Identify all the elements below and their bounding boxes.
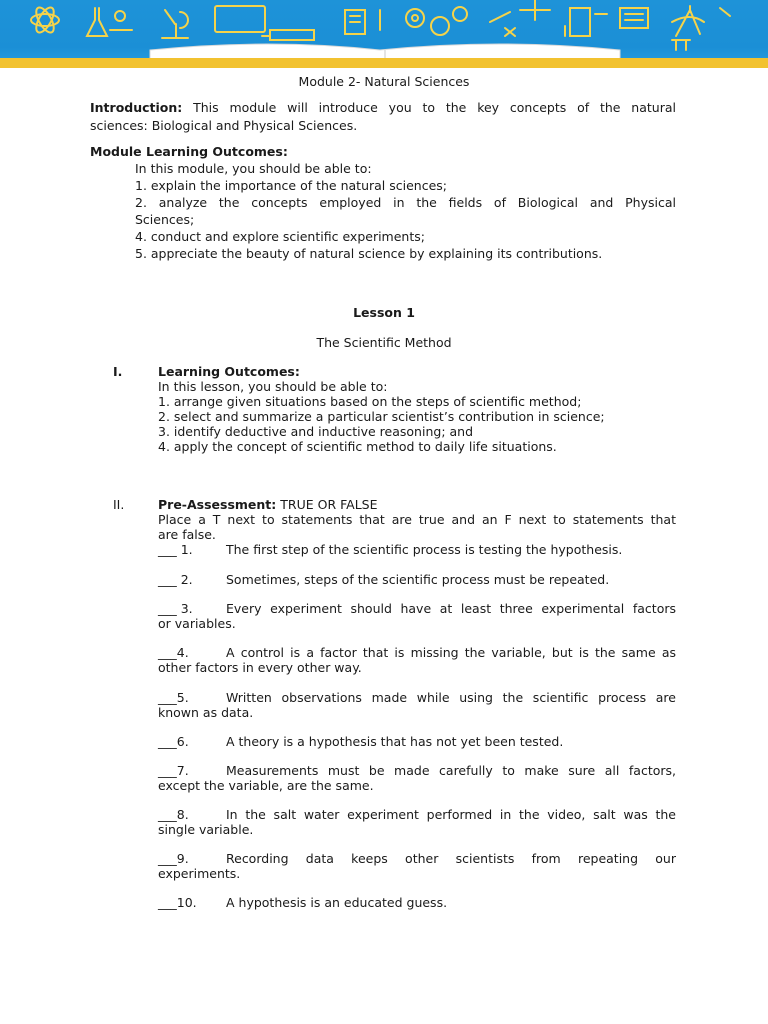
lesson-outcome-1: 1. arrange given situations based on the steps of scientific method; — [158, 394, 582, 409]
answer-blank-1[interactable]: ___ 1. — [158, 542, 193, 557]
question-1-text: The first step of the scientific process is testing the hypothesis. — [226, 542, 623, 557]
compass-icon — [672, 6, 730, 36]
lesson-outcome-3: 3. identify deductive and inductive reasoning; and — [158, 424, 474, 439]
instructions-line-2: are false. — [158, 527, 216, 542]
question-8-text: In the salt water experiment performed in the video, salt was the — [226, 807, 676, 822]
intro-label: Introduction: — [90, 100, 183, 115]
section-1-heading: Learning Outcomes: — [158, 364, 300, 379]
module-outcome-5: 5. appreciate the beauty of natural science by explaining its contributions. — [135, 246, 603, 261]
question-8-text-cont: single variable. — [158, 822, 254, 837]
intro-line-2: sciences: Biological and Physical Sciences. — [90, 118, 358, 133]
lesson-outcome-4: 4. apply the concept of scientific method to daily life situations. — [158, 439, 557, 454]
section-2-heading — [158, 497, 378, 512]
question-9-text-cont: experiments. — [158, 866, 241, 881]
question-7-text: Measurements must be made carefully to make sure all factors, — [226, 763, 676, 778]
question-10-text: A hypothesis is an educated guess. — [226, 895, 448, 910]
flask-icon — [87, 8, 132, 36]
module-outcome-2b: Sciences; — [135, 212, 195, 227]
answer-blank-6[interactable]: ___6. — [158, 734, 189, 749]
calculator-icon — [565, 8, 648, 36]
question-5-text: Written observations made while using the scientific process are — [226, 690, 676, 705]
question-4-text: A control is a factor that is missing the variable, but is the same as — [226, 645, 676, 660]
answer-blank-3[interactable]: ___ 3. — [158, 601, 193, 616]
question-3-text: Every experiment should have at least three experimental factors — [226, 601, 676, 616]
intro-line-1 — [90, 100, 676, 115]
module-title: Module 2- Natural Sciences — [298, 74, 470, 89]
module-outcome-1: 1. explain the importance of the natural sciences; — [135, 178, 447, 193]
question-7-text-cont: except the variable, are the same. — [158, 778, 374, 793]
section-1-numeral: I. — [113, 364, 123, 379]
atom-icon — [31, 5, 59, 35]
question-6-text: A theory is a hypothesis that has not yet been tested. — [226, 734, 564, 749]
book-icon — [345, 10, 380, 34]
question-4-text-cont: other factors in every other way. — [158, 660, 362, 675]
banner-gold-stripe — [0, 58, 768, 68]
module-outcome-4: 4. conduct and explore scientific experiments; — [135, 229, 425, 244]
instructions-line-1: Place a T next to statements that are true and an F next to statements that — [158, 512, 676, 527]
answer-blank-9[interactable]: ___9. — [158, 851, 189, 866]
lesson-subtitle: The Scientific Method — [316, 335, 452, 350]
section-2-numeral: II. — [113, 497, 125, 512]
module-outcomes-lead: In this module, you should be able to: — [135, 161, 372, 176]
pre-assessment-label: Pre-Assessment: — [158, 497, 277, 512]
microscope-icon — [162, 10, 188, 38]
intro-text-1: This module will introduce you to the key concepts of the natural — [193, 100, 676, 115]
answer-blank-8[interactable]: ___8. — [158, 807, 189, 822]
question-9-text: Recording data keeps other scientists from repeating our — [226, 851, 676, 866]
answer-blank-10[interactable]: ___10. — [158, 895, 197, 910]
laptop-icon — [215, 6, 314, 40]
header-banner — [0, 0, 768, 68]
module-outcome-2a: 2. analyze the concepts employed in the fields of Biological and Physical — [135, 195, 676, 210]
question-5-text-cont: known as data. — [158, 705, 254, 720]
lesson-title: Lesson 1 — [353, 305, 415, 320]
pi-icon — [672, 40, 690, 50]
lesson-outcome-2: 2. select and summarize a particular scientist’s contribution in science; — [158, 409, 605, 424]
module-outcomes-heading: Module Learning Outcomes: — [90, 144, 288, 159]
answer-blank-7[interactable]: ___7. — [158, 763, 189, 778]
answer-blank-5[interactable]: ___5. — [158, 690, 189, 705]
section-1-lead: In this lesson, you should be able to: — [158, 379, 388, 394]
answer-blank-2[interactable]: ___ 2. — [158, 572, 193, 587]
answer-blank-4[interactable]: ___4. — [158, 645, 189, 660]
pre-assessment-type: TRUE OR FALSE — [280, 497, 378, 512]
question-3-text-cont: or variables. — [158, 616, 236, 631]
ruler-icon — [490, 0, 550, 36]
gears-icon — [406, 7, 467, 35]
question-2-text: Sometimes, steps of the scientific process must be repeated. — [226, 572, 610, 587]
